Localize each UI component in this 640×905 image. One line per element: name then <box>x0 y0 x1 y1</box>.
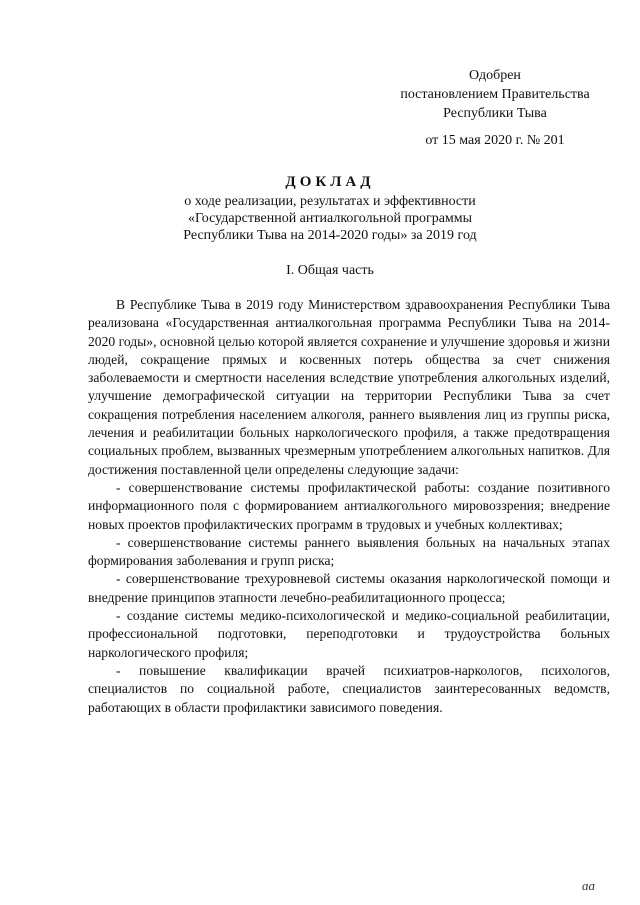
title-line-1: о ходе реализации, результатах и эффективности <box>184 194 476 209</box>
approval-line-2: постановлением Правительства <box>400 87 590 102</box>
title-line-3: Республики Тыва на 2014-2020 годы» за 2019 год <box>183 228 477 243</box>
task-item: - повышение квалификации врачей психиатров-наркологов, психологов, специалистов по социальной работе, специалистов заинтересованных ведомств, работающих в области профилактики зависимого поведения. <box>88 662 610 715</box>
task-item: - совершенствование системы раннего выявления больных на начальных этапах формирования заболевания и групп риска; <box>88 534 610 569</box>
approval-line-3: Республики Тыва <box>443 106 547 121</box>
approval-block <box>380 66 610 150</box>
task-item: - создание системы медико-психологической и медико-социальной реабилитации, профессиональной подготовки, переподготовки и трудоустройства больных наркологического профиля; <box>88 608 610 660</box>
approval-line-1: Одобрен <box>469 68 521 83</box>
task-item: - совершенствование системы профилактической работы: создание позитивного информационного поля с формированием антиалкогольного мировоззрения; внедрение новых проектов профилактических программ в трудовых и учебных коллективах; <box>88 479 610 532</box>
title-block <box>80 174 580 244</box>
section-heading: I. Общая часть <box>286 263 374 278</box>
intro-paragraph: В Республике Тыва в 2019 году Министерством здравоохранения Республики Тыва реализована «Государственная антиалкогольная программа Республики Тыва на 2014-2020 годы», основной целью которой является сохранение и улучшение здоровья и жизни людей, сокращение прямых и косвенных потерь общества за счет снижения заболеваемости и смертности населения вследствие употребления алкогольных изделий, улучшение демографической ситуации на территории Республики Тыва за счет сокращения потребления населением алкоголя, раннего выявления лиц из группы риска, лечения и реабилитации больных наркологического профиля, а также предотвращения социальных проблем, вызванных чрезмерным употреблением алкогольных напитков. Для достижения поставленной цели определены следующие задачи: <box>88 297 610 477</box>
body-text <box>88 296 610 717</box>
document-title: ДОКЛАД <box>285 174 375 190</box>
task-item: - совершенствование трехуровневой системы оказания наркологической помощи и внедрение принципов этапности лечебно-реабилитационного процесса; <box>88 571 610 605</box>
approval-date: от 15 мая 2020 г. № 201 <box>425 133 565 148</box>
title-line-2: «Государственной антиалкогольной программы <box>187 211 473 226</box>
signature-mark: ɑɑ <box>582 878 595 893</box>
